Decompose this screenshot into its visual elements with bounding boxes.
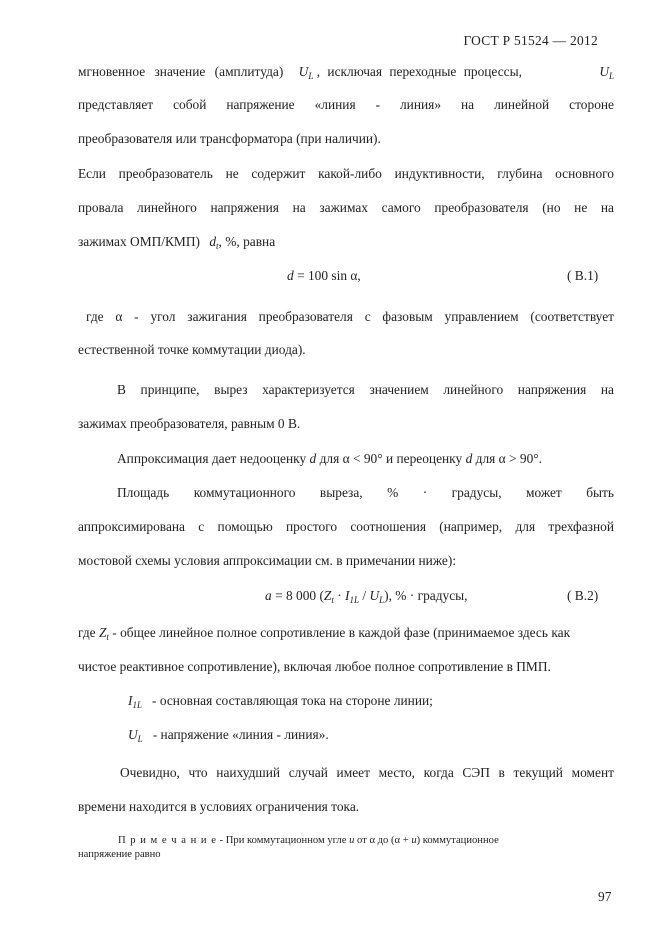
symbol-ul: $U_L$ bbox=[599, 64, 614, 81]
paragraph-line: аппроксимирована с помощью простого соотношения (например, для трехфазной bbox=[78, 519, 614, 534]
paragraph-line: Если преобразователь не содержит какой-либо индуктивности, глубина основного bbox=[78, 166, 614, 181]
equation-number: ( В.1) bbox=[567, 268, 599, 283]
definition-line: $I_{1L}$ - основная составляющая тока на стороне линии; bbox=[128, 693, 433, 710]
paragraph-line: Очевидно, что наихудший случай имеет место, когда СЭП в текущий момент bbox=[120, 765, 614, 780]
definition-line: $U_L$ - напряжение «линия - линия». bbox=[128, 727, 329, 744]
paragraph-line: естественной точке коммутации диода). bbox=[78, 342, 306, 357]
symbol-dt: $d_t$ bbox=[209, 234, 219, 251]
paragraph-line: времени находится в условиях ограничения тока. bbox=[78, 799, 360, 814]
equation-b1: d = 100 sin α, bbox=[287, 268, 361, 283]
paragraph-line: В принципе, вырез характеризуется значением линейного напряжения на bbox=[117, 382, 614, 397]
paragraph-line: представляет собой напряжение «линия - линия» на линейной стороне bbox=[78, 97, 614, 112]
paragraph-line: чистое реактивное сопротивление), включая любое полное сопротивление в ПМП. bbox=[78, 659, 551, 674]
page-number: 97 bbox=[598, 889, 612, 904]
paragraph-line: преобразователя или трансформатора (при наличии). bbox=[78, 131, 381, 146]
paragraph-line: где α - угол зажигания преобразователя с фазовым управлением (соответствует bbox=[86, 309, 614, 324]
equation-b2: a = 8 000 $(Z_t \cdot I_{1L} / U_L)$, % · градусы, bbox=[265, 588, 468, 605]
paragraph-line: зажимах преобразователя, равным 0 В. bbox=[78, 416, 301, 431]
paragraph-line: провала линейного напряжения на зажимах самого преобразователя (но не на bbox=[78, 200, 614, 215]
equation-number: ( В.2) bbox=[567, 588, 599, 603]
symbol-ul: $U_L$ bbox=[298, 64, 314, 81]
paragraph-line: где $Z_t$ - общее линейное полное сопротивление в каждой фазе (принимаемое здесь как bbox=[78, 625, 571, 642]
paragraph-line: зажимах ОМП/КМП) $d_t$, %, равна bbox=[78, 234, 276, 251]
paragraph-line: Аппроксимация дает недооценку d для α < 90° и переоценку d для α > 90°. bbox=[117, 451, 542, 466]
note-line: напряжение равно bbox=[78, 849, 161, 860]
document-code-header: ГОСТ Р 51524 — 2012 bbox=[463, 33, 598, 48]
paragraph-line: мостовой схемы условия аппроксимации см. в примечании ниже): bbox=[78, 553, 457, 568]
paragraph-line: мгновенное значение (амплитуда) $U_L$ , исключая переходные процессы, $U_L$ bbox=[78, 64, 614, 81]
note-line: П р и м е ч а н и е - При коммутационном угле u от α до (α + u) коммутационное bbox=[118, 835, 499, 846]
paragraph-line: Площадь коммутационного выреза, % · градусы, может быть bbox=[117, 485, 614, 500]
